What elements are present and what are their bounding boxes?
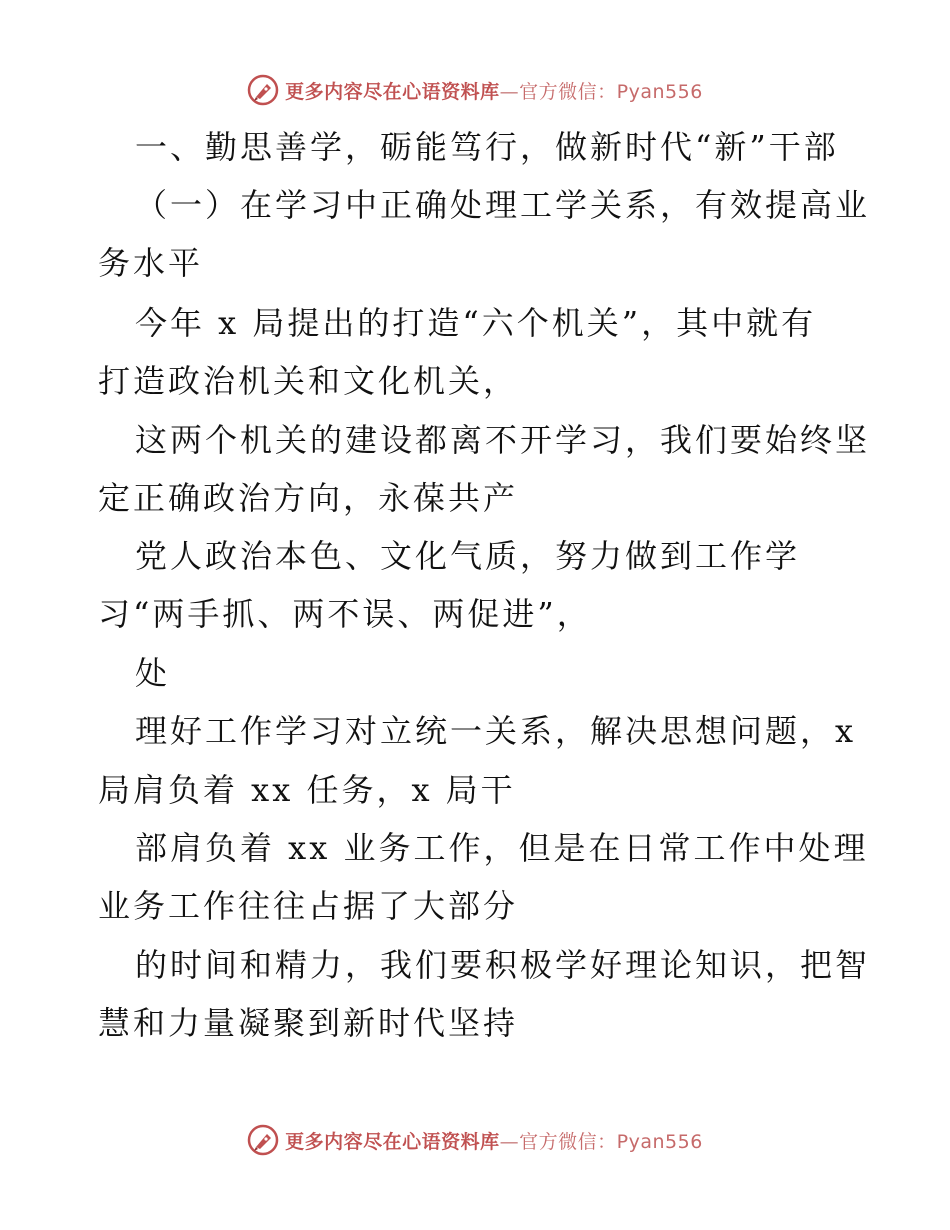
watermark-dash: — (499, 1130, 520, 1153)
paragraph-line: 习“两手抓、两不误、两促进”， (98, 595, 592, 633)
paragraph-line: 业务工作往往占据了大部分 (98, 887, 519, 925)
watermark-header (0, 70, 950, 110)
pen-nib-logo-icon (247, 74, 279, 106)
watermark-text (285, 1127, 703, 1154)
paragraph-line: 的时间和精力，我们要积极学好理论知识，把智 (135, 946, 871, 984)
heading-level-2-continued: 务水平 (98, 244, 204, 282)
paragraph-line: 打造政治机关和文化机关， (98, 362, 519, 400)
watermark-site: 更多内容尽在心语资料库 (285, 80, 500, 103)
paragraph-line: 今年 x 局提出的打造“六个机关”，其中就有 (135, 304, 817, 342)
watermark-site: 更多内容尽在心语资料库 (285, 1130, 500, 1153)
watermark-text (285, 77, 703, 104)
paragraph-line: 理好工作学习对立统一关系，解决思想问题，x (135, 712, 857, 750)
paragraph-line: 这两个机关的建设都离不开学习，我们要始终坚 (135, 421, 871, 459)
paragraph-line: 处 (135, 654, 171, 692)
paragraph-line: 党人政治本色、文化气质，努力做到工作学 (135, 537, 801, 575)
watermark-wechat: 官方微信：Pyan556 (519, 1130, 703, 1153)
heading-level-1: 一、勤思善学，砺能笃行，做新时代“新”干部 (135, 128, 839, 166)
watermark-dash: — (499, 80, 520, 103)
paragraph-line: 部肩负着 xx 业务工作，但是在日常工作中处理 (135, 829, 869, 867)
watermark-footer (0, 1120, 950, 1160)
paragraph-line: 慧和力量凝聚到新时代坚持 (98, 1004, 519, 1042)
paragraph-line: 局肩负着 xx 任务，x 局干 (98, 771, 516, 809)
pen-nib-logo-icon (247, 1124, 279, 1156)
heading-level-2: （一）在学习中正确处理工学关系，有效提高业 (135, 186, 871, 224)
watermark-wechat: 官方微信：Pyan556 (519, 80, 703, 103)
paragraph-line: 定正确政治方向，永葆共产 (98, 479, 519, 517)
